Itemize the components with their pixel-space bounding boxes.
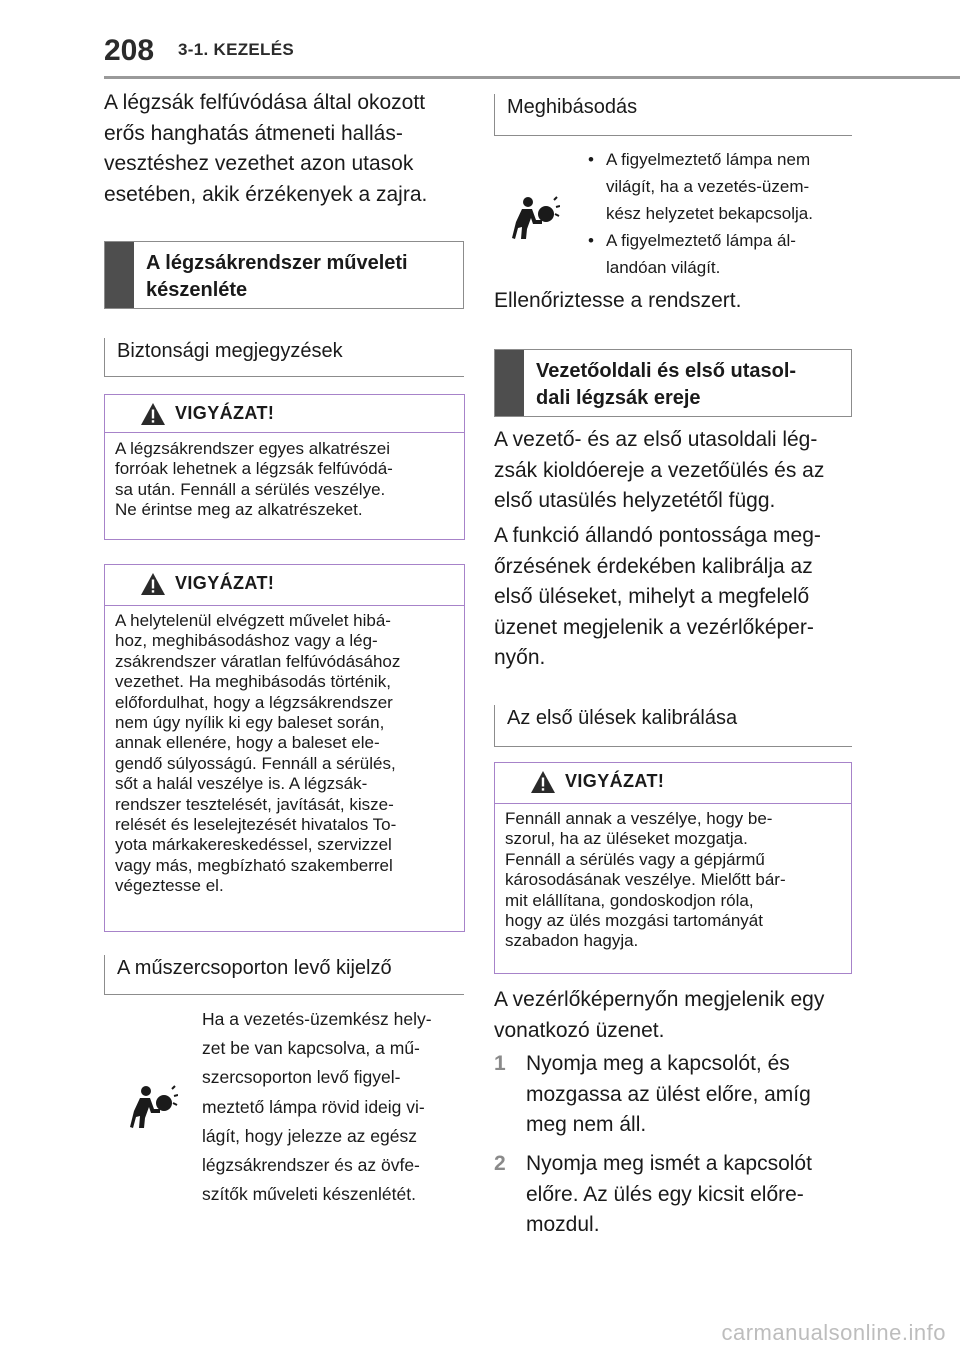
intro-paragraph: A légzsák felfúvódása által okozott erős hanghatás átmeneti hallás- vesztéshez vezethet azon utasok esetében, akik érzékenyek a zajra. — [104, 91, 428, 206]
airbag-warning-icon — [512, 196, 560, 240]
step-text: Nyomja meg ismét a kapcsolót előre. Az ülés egy kicsit előre- mozdul. — [526, 1152, 812, 1236]
warning-box-malfunction — [104, 564, 465, 932]
subheading-rule — [495, 135, 852, 136]
step-1 — [494, 1049, 854, 1144]
subheading-text: Meghibásodás — [507, 96, 638, 118]
heading-bar — [495, 350, 524, 416]
warning-label: VIGYÁZAT! — [565, 771, 665, 791]
subheading-rule — [105, 994, 464, 995]
header-divider — [104, 76, 960, 79]
warning-title — [105, 395, 464, 433]
watermark: carmanualsonline.info — [721, 1320, 946, 1345]
message-paragraph: A vezérlőképernyőn megjelenik egy vonatkozó üzenet. — [494, 988, 825, 1042]
warning-box-seat-pinch — [494, 762, 852, 974]
subheading-text: Biztonsági megjegyzések — [117, 340, 343, 362]
warning-triangle-icon — [140, 402, 166, 426]
subheading-seat-calibration — [494, 705, 852, 747]
list-item: • A figyelmeztető lámpa nem világít, ha a vezetés-üzem- kész helyzetet bekapcsolja. — [584, 146, 854, 227]
check-system-text: Ellenőriztesse a rendszert. — [494, 289, 742, 312]
airbag-force-paragraph: A vezető- és az első utasoldali lég- zsák kioldóereje a vezetőülés és az első utasülés helyzetétől függ. — [494, 428, 825, 512]
malfunction-bullet-list — [584, 146, 854, 281]
warning-text: A helytelenül elvégzett művelet hibá- hoz, meghibásodáshoz vagy a lég- zsákrendszer váratlan felfúvódásához vezethet. Ha meghibásodás történik, előfordulhat, hogy a légzsákrendszer nem úgy nyílik ki egy baleset során, annak ellenére, hogy a baleset ele- gendő súlyosságú. Fennáll a sérülés, sőt a halál veszélye is. A légzsák- rendszer tesztelését, javítását, kisze- relését és leselejtezését hivatalos To- yota márkakereskedéssel, szervizzel vagy más, megbízható szakemberrel végeztesse el. — [115, 611, 401, 896]
heading-airbag-force — [494, 349, 852, 417]
heading-text: A légzsákrendszer műveleti készenléte — [146, 252, 408, 301]
section-title: 3-1. KEZELÉS — [178, 40, 295, 59]
warning-label: VIGYÁZAT! — [175, 403, 275, 423]
airbag-warning-icon — [130, 1085, 178, 1129]
subheading-rule — [105, 376, 464, 377]
subheading-rule — [495, 746, 852, 747]
step-text: Nyomja meg a kapcsolót, és mozgassa az ülést előre, amíg meg nem áll. — [526, 1052, 811, 1136]
subheading-malfunction — [494, 94, 852, 136]
step-2 — [494, 1149, 854, 1244]
page-number: 208 — [104, 34, 155, 67]
heading-text: Vezetőoldali és első utasol- dali légzsák ereje — [536, 360, 797, 409]
page-header — [0, 0, 960, 80]
display-description: Ha a vezetés-üzemkész hely- zet be van kapcsolva, a mű- szercsoporton levő figyel- meztető lámpa rövid ideig vi- lágít, hogy jelezze az egész légzsákrendszer és az övfe- szítők műveleti készenlétét. — [202, 1009, 432, 1205]
warning-label: VIGYÁZAT! — [175, 573, 275, 593]
warning-triangle-icon — [530, 770, 556, 794]
warning-text: Fennáll annak a veszélye, hogy be- szorul, ha az üléseket mozgatja. Fennáll a sérülés vagy a gépjármű károsodásának veszélye. Mielőtt bár- mit elállítana, gondoskodjon róla, hogy az ülés mozgási tartományát szabadon hagyja. — [505, 809, 786, 951]
subheading-safety-notes — [104, 338, 464, 377]
warning-text: A légzsákrendszer egyes alkatrészei forróak lehetnek a légzsák felfúvódá- sa után. Fennáll a sérülés veszélye. Ne érintse meg az alkatrészeket. — [115, 439, 393, 520]
warning-triangle-icon — [140, 572, 166, 596]
step-number: 1 — [494, 1052, 506, 1075]
warning-box-hot-parts — [104, 394, 465, 540]
subheading-text: Az első ülések kalibrálása — [507, 707, 738, 729]
warning-title — [495, 763, 851, 804]
heading-bar — [105, 242, 134, 308]
step-number: 2 — [494, 1152, 506, 1175]
calibration-paragraph: A funkció állandó pontossága meg- őrzésének érdekében kalibrálja az első üléseket, mihelyt a megfelelő üzenet megjelenik a vezérlőképer- nyőn. — [494, 524, 821, 669]
heading-airbag-readiness — [104, 241, 464, 309]
subheading-text: A műszercsoporton levő kijelző — [117, 957, 392, 979]
subheading-instrument-display — [104, 955, 464, 995]
warning-title — [105, 565, 464, 606]
list-item: • A figyelmeztető lámpa ál- landóan világít. — [584, 227, 854, 281]
